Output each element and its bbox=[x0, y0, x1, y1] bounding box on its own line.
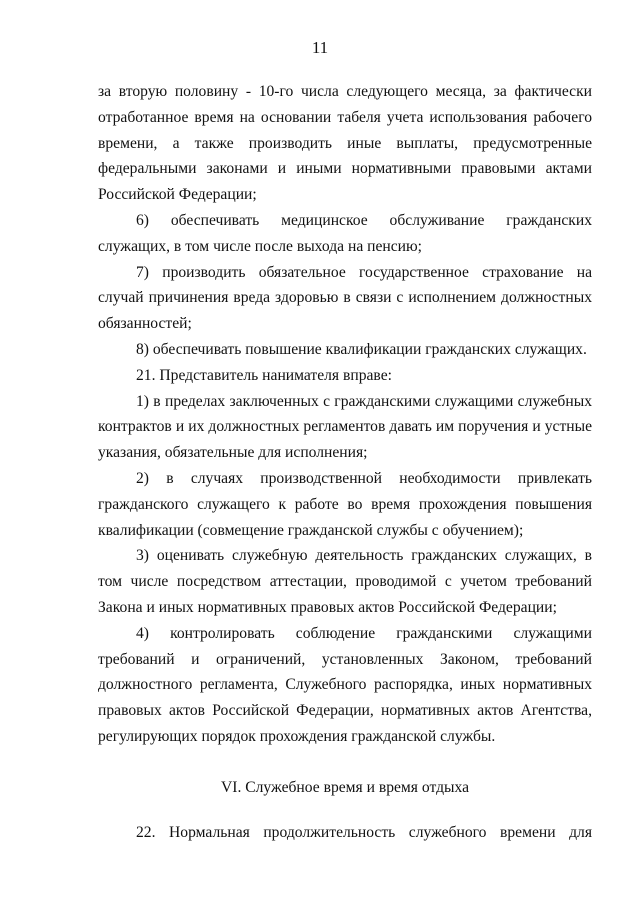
paragraph-right-4: 4) контролировать соблюдение гражданскими служащими требований и ограничений, установленных Законом, требований должностного регламента, Служебного распорядка, иных нормативных правовых актов Российской Федерации, нормативных актов Агентства, регулирующих порядок прохождения гражданской службы. bbox=[98, 624, 592, 745]
paragraph-continuation: за вторую половину - 10-го числа следующего месяца, за фактически отработанное время на основании табеля учета использования рабочего времени, а также производить иные выплаты, предусмотренные федеральными законами и иными нормативными правовыми актами Российской Федерации; bbox=[98, 83, 592, 204]
paragraph-item-7: 7) производить обязательное государственное страхование на случай причинения вреда здоровью в связи с исполнением должностных обязанностей; bbox=[98, 263, 592, 333]
paragraph-item-8: 8) обеспечивать повышение квалификации гражданских служащих. bbox=[136, 340, 587, 358]
page-number: 11 bbox=[311, 38, 329, 57]
paragraph-right-3: 3) оценивать служебную деятельность гражданских служащих, в том числе посредством аттестации, проводимой с учетом требований Закона и иных нормативных правовых актов Российской Федерации; bbox=[98, 547, 592, 616]
paragraph-clause-22: 22. Нормальная продолжительность служебного времени для bbox=[136, 823, 592, 841]
paragraph-clause-21: 21. Представитель нанимателя вправе: bbox=[136, 366, 392, 384]
document-body bbox=[98, 79, 592, 845]
section-heading: VI. Служебное время и время отдыха bbox=[220, 778, 469, 796]
paragraph-item-6: 6) обеспечивать медицинское обслуживание гражданских служащих, в том числе после выхода на пенсию; bbox=[98, 211, 592, 255]
paragraph-right-2: 2) в случаях производственной необходимости привлекать гражданского служащего к работе во время прохождения повышения квалификации (совмещение гражданской службы с обучением); bbox=[98, 469, 592, 539]
paragraph-right-1: 1) в пределах заключенных с гражданскими служащими служебных контрактов и их должностных регламентов давать им поручения и устные указания, обязательные для исполнения; bbox=[98, 392, 592, 462]
